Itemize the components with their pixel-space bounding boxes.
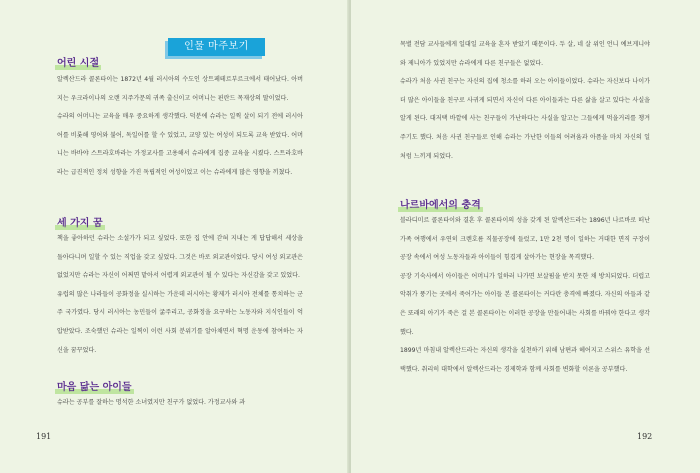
- section-body: [57, 230, 303, 360]
- paragraph: 책을 좋아하던 슈라는 소설가가 되고 싶었다. 또한 집 안에 갇혀 지내는 게 답답해서 세상을 돌아다니며 일할 수 있는 직업을 갖고 싶었다. 그것은 바로 외교관이었다. 당시 여성 외교관은 없었지만 슈라는 자신이 어쩌면 맡아서 어렵게 외교관이 될 수 있다는 자신감을 갖고 있었다.: [57, 235, 303, 280]
- paragraph: 공장 기숙사에서 아이들은 어머니가 일하러 나가면 보살핌을 받지 못한 채 방치되었다. 더럽고 악취가 풍기는 곳에서 죽어가는 아이들 본 콜론타이는 커다란 충격에 빠졌다. 자신의 아들과 같은 또래의 아기가 죽은 걸 본 콜론타이는 이러한 공장을 만들어내는 사회를 바꿔야 한다고 생각했다.: [400, 272, 650, 336]
- page-number: 192: [637, 432, 653, 441]
- section-heading: [57, 54, 99, 69]
- section-tab: 인물 마주보기: [168, 38, 265, 56]
- left-page: [0, 0, 349, 473]
- paragraph: 슈라는 공부를 잘하는 명석한 소녀였지만 친구가 없었다. 가정교사와 과: [57, 399, 246, 406]
- section-body: [400, 212, 650, 379]
- paragraph: 슈라의 어머니는 교육을 매우 중요하게 생각했다. 덕분에 슈라는 일찍 살이 되기 전에 러시아어를 비롯해 영어와 불어, 독일어를 할 수 있었고, 교양 있는 여성이 되도록 교육 받았다. 어머니는 바바야 스트라호바라는 가정교사를 고용해서 슈라에게 집중 교육을 시켰다. 스트라호바라는 급진적인 정치 성향을 가진 독립적인 여성이었고 이는 슈라에게 많은 영향을 끼쳤다.: [57, 113, 303, 176]
- section-heading: [57, 378, 132, 393]
- heading-text: 마음 닮는 아이들: [57, 382, 132, 393]
- section-body: [57, 71, 303, 183]
- section-heading: [57, 214, 103, 229]
- section-heading: [400, 196, 481, 211]
- paragraph: 블라디미르 콜론타이와 결혼 후 콜론타이의 성을 갖게 된 알렉산드라는 1896년 나르바로 떠난 가족 여행에서 우연히 크렌호름 직물공장에 들렀고, 1만 2천 명이 일하는 거대한 면직 구장이 공장 속에서 여성 노동자들과 아이들이 힘겹게 살아가는 현장을 목격했다.: [400, 217, 650, 262]
- page-number: 191: [36, 432, 52, 441]
- paragraph: 슈라가 처음 사귄 친구는 자신의 집에 청소를 하러 오는 아이들이었다. 슈라는 자신보다 나이가 더 많은 아이들을 친구로 사귀게 되면서 자신이 다른 아이들과는 다른 삶을 살고 있다는 사실을 알게 된다. 대저택 바깥에 사는 친구들이 가난하다는 사실을 알고는 그들에게 먹을거리를 챙겨주기도 했다. 처음 사귄 친구들로 인해 슈라는 가난한 이들의 어려움과 아픔을 마치 자신의 일처럼 느끼게 되었다.: [400, 78, 650, 160]
- paragraph: 알렉산드라 콜론타이는 1872년 4월 러시아의 수도인 상트페테르부르크에서 태어났다. 아버지는 우크라이나의 오랜 지주가문의 귀족 출신이고 어머니는 핀란드 목재상의 딸이었다.: [57, 76, 303, 102]
- right-page: [351, 0, 700, 473]
- heading-text: 나르바에서의 충격: [400, 200, 481, 211]
- paragraph: 목별 전담 교사들에게 일대일 교육을 혼자 받았기 때문이다. 두 살, 네 살 위인 언니 예브게니야와 제니아가 있었지만 슈라에게 다른 친구들은 없었다.: [400, 41, 650, 67]
- heading-text: 세 가지 꿈: [57, 218, 103, 229]
- heading-text: 어린 시절: [57, 58, 100, 69]
- section-body: [57, 394, 303, 413]
- paragraph: 1899년 마침내 알렉산드라는 자신의 생각을 실천하기 위해 남편과 헤어지고 스위스 유학을 선택했다. 취리히 대학에서 알렉산드라는 경제학과 함께 사회를 변화할 이론을 공부했다.: [400, 347, 650, 373]
- section-body: [400, 36, 650, 166]
- paragraph: 유럽의 많은 나라들이 공화정을 실시하는 가운데 러시아는 황제가 러시아 전체를 통치하는 군주 국가였다. 당시 러시아는 농민들이 굶주리고, 공화정을 요구하는 노동자와 지식인들이 억압받았다. 조숙했던 슈라는 일찍이 이런 사회 분위기를 알아채면서 혁명 운동에 참여하는 자신을 꿈꾸었다.: [57, 290, 303, 354]
